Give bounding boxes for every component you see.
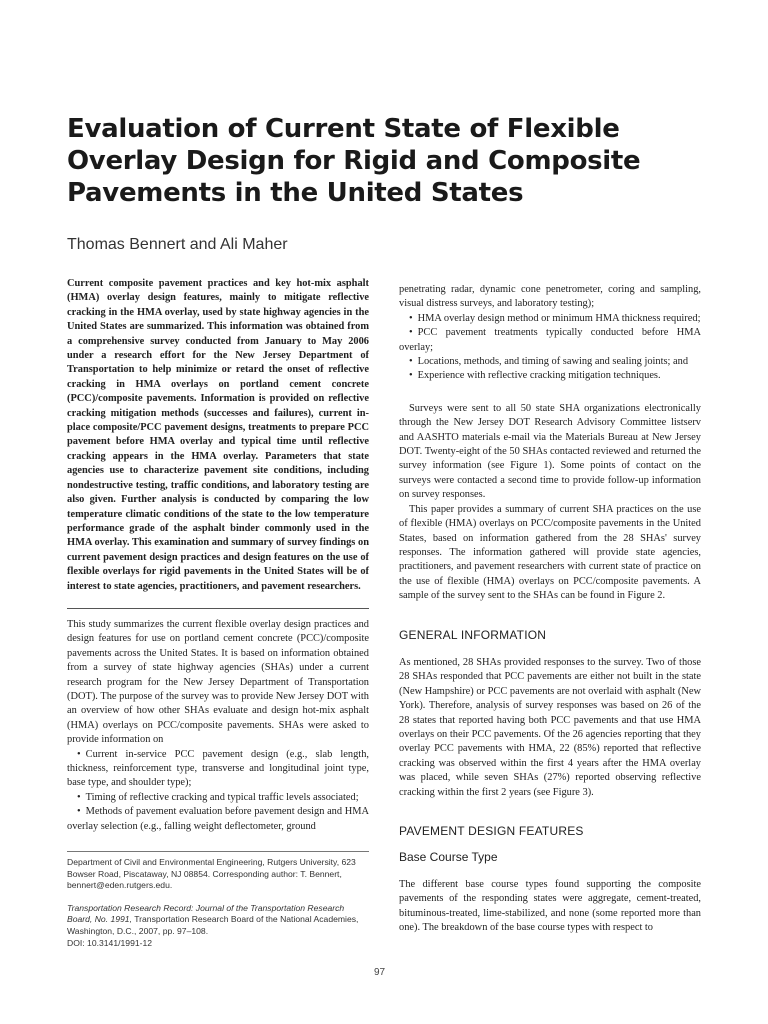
title-line: Pavements in the United States (67, 178, 524, 208)
list-continuation: penetrating radar, dynamic cone penetrometer, coring and sampling, visual distress surveys, and laboratory testing); (399, 284, 701, 310)
list-item: • Timing of reflective cracking and typical traffic levels associated; (67, 791, 369, 805)
survey-paragraph: Surveys were sent to all 50 state SHA organizations electronically through the New Jersey DOT Research Advisory Committee listserv and AASHTO materials e-mail via the Materials Bureau at New Jersey DOT. Twenty-eight of the 50 SHAs contacted reviewed and returned the survey information (see Figure 1). Some points of contact on the surveys were contacted a second time to provide follow-up information on survey responses. (399, 402, 701, 501)
list-item: • PCC pavement treatments typically conducted before HMA overlay; (399, 326, 701, 355)
section-heading-general: GENERAL INFORMATION (399, 627, 547, 642)
section-heading-design: PAVEMENT DESIGN FEATURES (399, 824, 584, 838)
right-column (399, 283, 701, 935)
author-names: Thomas Bennert and Ali Maher (67, 236, 288, 253)
list-item: • Current in-service PCC pavement design (e.g., slab length, thickness, reinforcement type, transverse and longitudinal joint type, base type, and shoulder type); (67, 748, 369, 791)
journal-name: Transportation Research Record: Journal of the Transportation Research Board, No. 1991, (67, 902, 345, 925)
intro-paragraph: This study summarizes the current flexible overlay design practices and design features for use on portland cement concrete (PCC)/composite pavements across the United States. It is based on information obtained from a survey of state highway agencies (SHAs) under a current research program for the New Jersey Department of Transportation (DOT). The purpose of the survey was to provide New Jersey DOT with an overview of how other SHAs evaluate and design hot-mix asphalt (HMA) overlays on PCC/composite pavements. SHAs were asked to provide information on (67, 618, 369, 746)
footnote-affiliation: Department of Civil and Environmental Engineering, Rutgers University, 623 Bowser Road, Piscataway, NJ 08854. Corresponding author: T. Bennert, bennert@eden.rutgers.edu. (67, 857, 356, 891)
base-paragraph: The different base course types found supporting the composite pavements of the responding states were aggregate, cement-treated, bituminous-treated, lime-stabilized, and none (some reported more than one). The breakdown of the base course types with respect to (399, 878, 701, 934)
page-number: 97 (374, 967, 386, 978)
subsection-heading-base: Base Course Type (399, 850, 498, 865)
list-item: • Methods of pavement evaluation before pavement design and HMA overlay selection (e.g., falling weight deflectometer, ground (67, 805, 369, 834)
paper-title (67, 113, 687, 209)
list-item: • Experience with reflective cracking mitigation techniques. (399, 369, 701, 383)
footnote-citation (67, 903, 369, 938)
footnote (67, 851, 369, 949)
list-item: • Locations, methods, and timing of sawing and sealing joints; and (399, 355, 701, 369)
abstract-divider (67, 608, 369, 609)
list-item: • HMA overlay design method or minimum HMA thickness required; (399, 312, 701, 326)
citation-details: Transportation Research Board of the National Academies, Washington, D.C., 2007, pp. 97–108. (67, 914, 359, 936)
abstract: Current composite pavement practices and key hot-mix asphalt (HMA) overlay design features, mainly to mitigate reflective cracking in the HMA overlay, used by state highway agencies in the United States are summarized. This information was obtained from a comprehensive survey conducted from January to May 2006 under a research effort for the New Jersey Department of Transportation to help minimize or retard the onset of reflective cracking in HMA overlays on portland cement concrete (PCC)/composite pavements. Information is provided on reflective cracking mitigation methods (successes and failures), current in-place composite/PCC pavement designs, treatments to prepare PCC pavement before HMA overlay and typical time until reflective cracking appears in the HMA overlay. Parameters that state agencies use to characterize pavement site conditions, including nondestructive testing, traffic conditions, and laboratory testing are also given. Further analysis is conducted by comparing the low temperature climatic conditions of the state to the low temperature performance grade of the asphalt binder commonly used in the HMA overlay. This examination and summary of survey findings on current pavement design practices and design features on the use of flexible overlays for rigid pavements in the United States will be of interest to state agencies, practitioners, and pavement researchers. (67, 278, 369, 592)
title-line: Overlay Design for Rigid and Composite (67, 146, 641, 176)
survey-topics-list-continued (399, 312, 701, 384)
title-line: Evaluation of Current State of Flexible (67, 114, 620, 144)
footnote-divider (67, 851, 369, 852)
survey-topics-list (67, 748, 369, 834)
footnote-doi: DOI: 10.3141/1991-12 (67, 937, 153, 948)
left-column (67, 277, 369, 834)
general-paragraph: As mentioned, 28 SHAs provided responses to the survey. Two of those 28 SHAs responded that PCC pavements are either not built in the state (New Hampshire) or PCC pavements are not overlaid with asphalt (New York). Therefore, analysis of survey responses was based on 26 of the 28 states that reported having both PCC pavements and that use HMA overlays on their PCC pavements. Of the 26 agencies reporting that they overlay PCC pavements with HMA, 22 (85%) reported that reflective cracking was observed within the first 4 years after the HMA overlay was placed, while seven SHAs (27%) reported observing reflective cracking within the first 2 years (see Figure 3). (399, 656, 701, 798)
summary-paragraph: This paper provides a summary of current SHA practices on the use of flexible (HMA) overlays on PCC/composite pavements in the United States, based on information gathered from the 28 SHAs' survey responses. The information gathered will provide state agencies, practitioners, and pavement researchers with current state of practice on the use of flexible (HMA) overlays on PCC/composite pavements. A sample of the survey sent to the SHAs can be found in Figure 2. (399, 503, 701, 602)
